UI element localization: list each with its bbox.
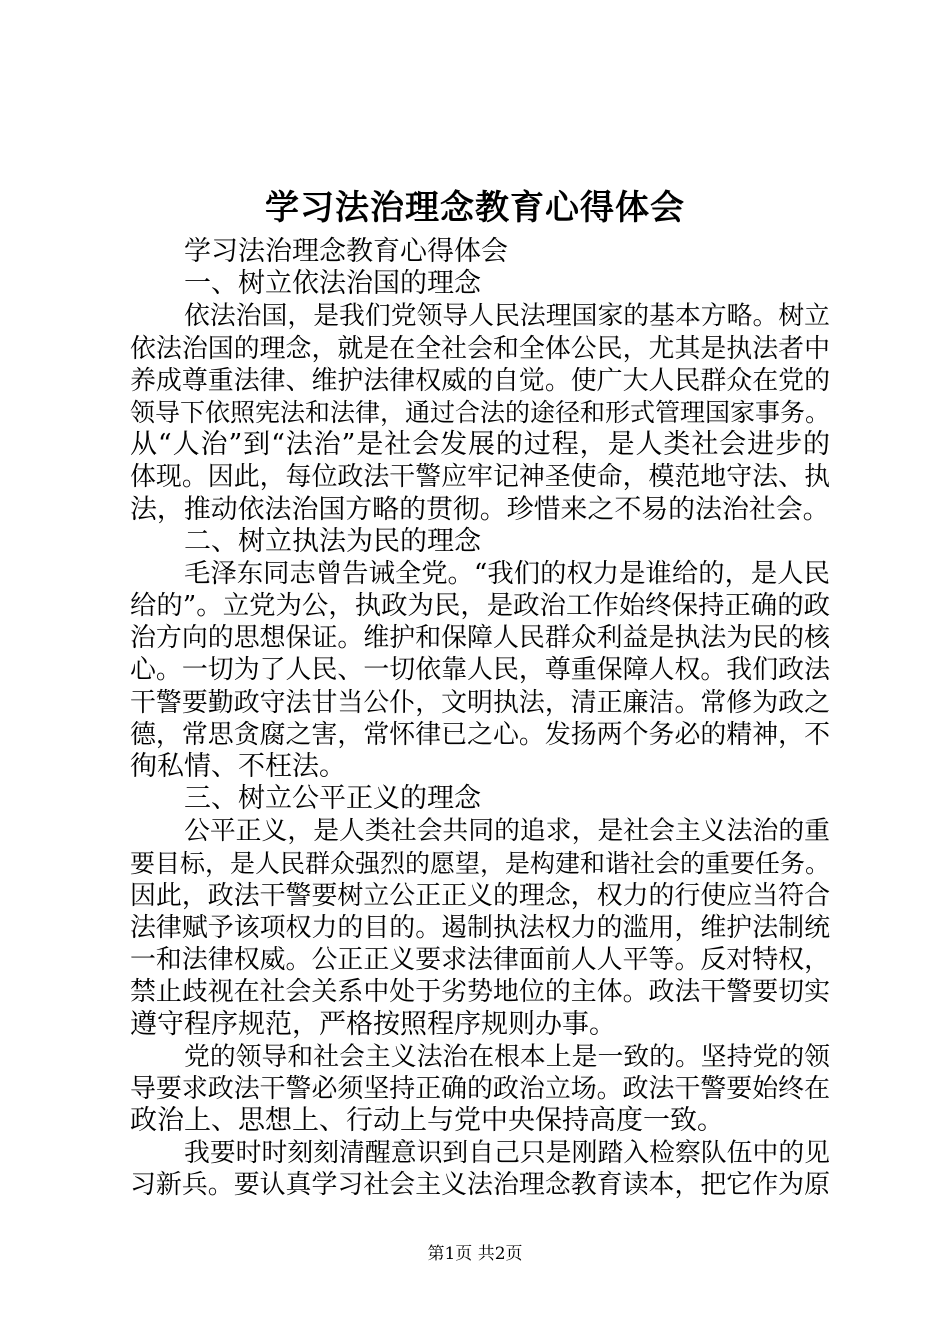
paragraph-line: 党的领导和社会主义法治在根本上是一致的。坚持党的领 xyxy=(184,1041,830,1072)
paragraph-line: 干警要勤政守法甘当公仆，文明执法，清正廉洁。常修为政之 xyxy=(130,687,830,718)
paragraph-line: 遵守程序规范，严格按照程序规则办事。 xyxy=(130,1008,616,1040)
paragraph-line: 从“人治”到“法治”是社会发展的过程，是人类社会进步的 xyxy=(130,429,830,461)
paragraph-line: 我要时时刻刻清醒意识到自己只是刚踏入检察队伍中的见 xyxy=(184,1138,830,1169)
section-heading-line: 三、树立公平正义的理念 xyxy=(184,783,481,815)
section-heading-line: 二、树立执法为民的理念 xyxy=(184,525,481,557)
paragraph-line: 公平正义，是人类社会共同的追求，是社会主义法治的重 xyxy=(184,816,830,847)
paragraph-line: 心。一切为了人民、一切依靠人民，尊重保障人权。我们政法 xyxy=(130,655,830,686)
paragraph-line: 领导下依照宪法和法律，通过合法的途径和形式管理国家事务。 xyxy=(130,397,831,427)
paragraph-line: 因此，政法干警要树立公正正义的理念，权力的行使应当符合 xyxy=(130,880,830,911)
paragraph-line: 给的”。立党为公，执政为民，是政治工作始终保持正确的政 xyxy=(130,590,830,622)
paragraph-line: 依法治国，是我们党领导人民法理国家的基本方略。树立 xyxy=(184,301,830,332)
paragraph-line: 政治上、思想上、行动上与党中央保持高度一致。 xyxy=(130,1105,724,1137)
paragraph-line: 导要求政法干警必须坚持正确的政治立场。政法干警要始终在 xyxy=(130,1073,830,1104)
paragraph-line: 养成尊重法律、维护法律权威的自觉。使广大人民群众在党的 xyxy=(130,365,830,396)
section-heading-line: 一、树立依法治国的理念 xyxy=(184,268,481,300)
section-heading-line: 学习法治理念教育心得体会 xyxy=(184,236,508,267)
paragraph-line: 禁止歧视在社会关系中处于劣势地位的主体。政法干警要切实 xyxy=(130,977,830,1008)
paragraph-line: 治方向的思想保证。维护和保障人民群众利益是执法为民的核 xyxy=(130,623,830,654)
document-body xyxy=(130,236,830,1202)
paragraph-line: 法，推动依法治国方略的贯彻。珍惜来之不易的法治社会。 xyxy=(130,493,830,525)
paragraph-line: 要目标，是人民群众强烈的愿望，是构建和谐社会的重要任务。 xyxy=(130,848,831,878)
page-footer: 第1页 共2页 xyxy=(427,1244,523,1264)
document-title: 学习法治理念教育心得体会 xyxy=(265,188,685,228)
paragraph-line: 习新兵。要认真学习社会主义法治理念教育读本，把它作为原 xyxy=(130,1170,830,1201)
paragraph-line: 徇私情、不枉法。 xyxy=(130,751,346,782)
paragraph-line: 法律赋予该项权力的目的。遏制执法权力的滥用，维护法制统 xyxy=(130,912,830,943)
paragraph-line: 依法治国的理念，就是在全社会和全体公民，尤其是执法者中 xyxy=(130,333,830,364)
paragraph-line: 一和法律权威。公正正义要求法律面前人人平等。反对特权， xyxy=(130,945,830,976)
paragraph-line: 体现。因此，每位政法干警应牢记神圣使命，模范地守法、执 xyxy=(130,462,830,493)
paragraph-line: 德，常思贪腐之害，常怀律已之心。发扬两个务必的精神，不 xyxy=(130,719,830,750)
paragraph-line: 毛泽东同志曾告诫全党。“我们的权力是谁给的，是人民 xyxy=(184,558,830,589)
